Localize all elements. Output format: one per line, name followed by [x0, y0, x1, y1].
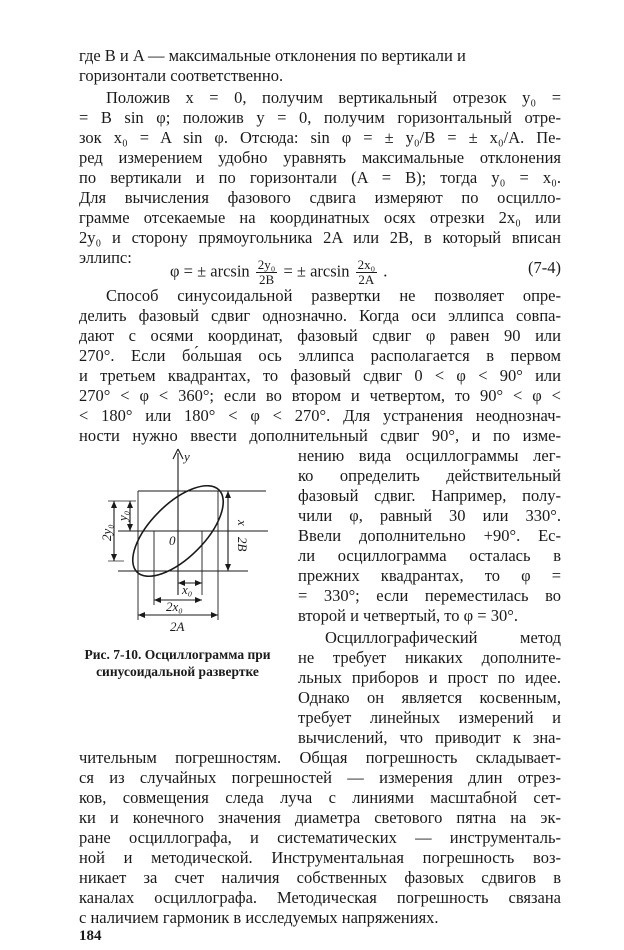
text-line: ране осциллографа, и систематических — инструменталь-	[79, 828, 561, 847]
arrowhead	[225, 564, 231, 571]
fraction-numerator: 2x₀	[357, 257, 376, 272]
label-origin: 0	[169, 533, 176, 548]
text-line: каналах осциллографа. Методическая погрешность связана	[79, 888, 561, 907]
text-line: нению вида осциллограммы лег-	[298, 446, 561, 465]
label-x0: x₀	[182, 582, 193, 597]
label-2A: 2A	[170, 619, 185, 634]
formula-mid: = ± arcsin	[283, 261, 350, 281]
text-line: чили φ, равный 30 или 330°.	[298, 506, 561, 525]
text-line: 2y₀ и сторону прямоугольника 2A или 2B, в который вписан	[79, 228, 561, 247]
text-line: требует линейных измерений и	[298, 708, 561, 727]
text-line: ки и конечного значения диаметра светового пятна на эк-	[79, 808, 561, 827]
y-axis-arrow	[178, 449, 183, 459]
text-line: не требует никаких дополните-	[298, 648, 561, 667]
text-line: Однако он является косвенным,	[298, 688, 561, 707]
fraction-y	[256, 258, 278, 287]
text-line: никает за счет наличия собственных фазовых сдвигов в	[79, 868, 561, 887]
arrowhead	[195, 597, 202, 603]
fraction-x	[356, 258, 378, 287]
text-line: = 330°; если переместилась во	[298, 586, 561, 605]
text-line: Осциллографический метод	[325, 628, 561, 647]
arrowhead	[211, 612, 218, 618]
page-number: 184	[79, 928, 102, 944]
text-line: по вертикали и по горизонтали (A = B); тогда y₀ = x₀.	[79, 168, 561, 187]
text-line: ко определить действительный	[298, 466, 561, 485]
text-line: фазовый сдвиг. Например, полу-	[298, 486, 561, 505]
figure-caption: Рис. 7-10. Осциллограмма при синусоидальной развертке	[84, 647, 271, 679]
label-x: x	[235, 520, 250, 526]
text-line: делить фазовый сдвиг однозначно. Когда оси эллипса совпа-	[79, 306, 561, 325]
formula-end: .	[383, 261, 388, 281]
text-line: зок x₀ = A sin φ. Отсюда: sin φ = ± y₀/B = ± x₀/A. Пе-	[79, 128, 561, 147]
text-line: ся из случайных погрешностей — измерения длин отрез-	[79, 768, 561, 787]
text-line: < 180° или 180° < φ < 270°. Для устранения неоднознач-	[79, 406, 561, 425]
y-axis-arrow	[173, 449, 178, 459]
label-y-axis: y	[184, 449, 190, 464]
formula-lhs: φ = ± arcsin	[170, 261, 250, 281]
text-line: 270° < φ < 360°; если во втором и четвертом, то 90° < φ <	[79, 386, 561, 405]
arrowhead	[195, 580, 202, 586]
label-2x0: 2x₀	[166, 599, 183, 614]
text-line: льных приборов и прост по идее.	[298, 668, 561, 687]
label-2y0: 2y₀	[99, 524, 114, 541]
text-line: = B sin φ; положив y = 0, получим горизонтальный отре-	[79, 108, 561, 127]
label-2B: 2B	[235, 537, 250, 552]
text-line: с наличием гармоник в исследуемых напряжениях.	[79, 908, 439, 927]
text-line: горизонтали соответственно.	[79, 66, 284, 85]
text-line: ли осциллограмма осталась в	[298, 546, 561, 565]
text-line: эллипс:	[79, 248, 132, 267]
text-line: ков, совмещения следа луча с линиями масштабной сет-	[79, 788, 561, 807]
text-line: Для вычисления фазового сдвига измеряют по осцилло-	[79, 188, 561, 207]
arrowhead	[127, 501, 133, 508]
text-line: где B и A — максимальные отклонения по вертикали и	[79, 46, 466, 65]
text-line: ред измерением удобно уравнять максимальные отклонения	[79, 148, 561, 167]
arrowhead	[111, 554, 117, 561]
text-line: дают с осями координат, фазовый сдвиг φ равен 90 или	[79, 326, 561, 345]
label-y0: y₀	[115, 510, 130, 521]
text-line: прежних квадрантах, то φ =	[298, 566, 561, 585]
text-line: Ввели дополнительно +90°. Ес-	[298, 526, 561, 545]
text-line: грамме отсекаемые на координатных осях отрезки 2x₀ или	[79, 208, 561, 227]
fraction-numerator: 2y₀	[257, 257, 276, 272]
text-line: и третьем квадрантах, то фазовый сдвиг 0 < φ < 90° или	[79, 366, 561, 385]
arrowhead	[127, 524, 133, 531]
text-line: ности нужно ввести дополнительный сдвиг 90°, и по изме-	[79, 426, 561, 445]
arrowhead	[138, 612, 145, 618]
text-line: Способ синусоидальной развертки не позволяет опре-	[106, 286, 561, 305]
formula-7-4	[170, 248, 561, 288]
text-line: Положив x = 0, получим вертикальный отрезок y₀ =	[106, 88, 561, 107]
fraction-denominator: 2A	[358, 272, 375, 287]
arrowhead	[111, 501, 117, 508]
text-line: ной и методической. Инструментальная погрешность воз-	[79, 848, 561, 867]
equation-number: (7-4)	[528, 258, 561, 277]
text-line: второй и четвертый, то φ = 30°.	[298, 606, 518, 625]
arrowhead	[225, 491, 231, 498]
arrowhead	[154, 597, 161, 603]
text-line: вычислений, что приводит к зна-	[298, 728, 561, 747]
text-line: чительным погрешностям. Общая погрешность складывает-	[79, 748, 561, 767]
fraction-denominator: 2B	[258, 272, 275, 287]
oscillogram-figure	[78, 445, 283, 635]
text-line: 270°. Если бо́льшая ось эллипса располагается в первом	[79, 346, 561, 365]
